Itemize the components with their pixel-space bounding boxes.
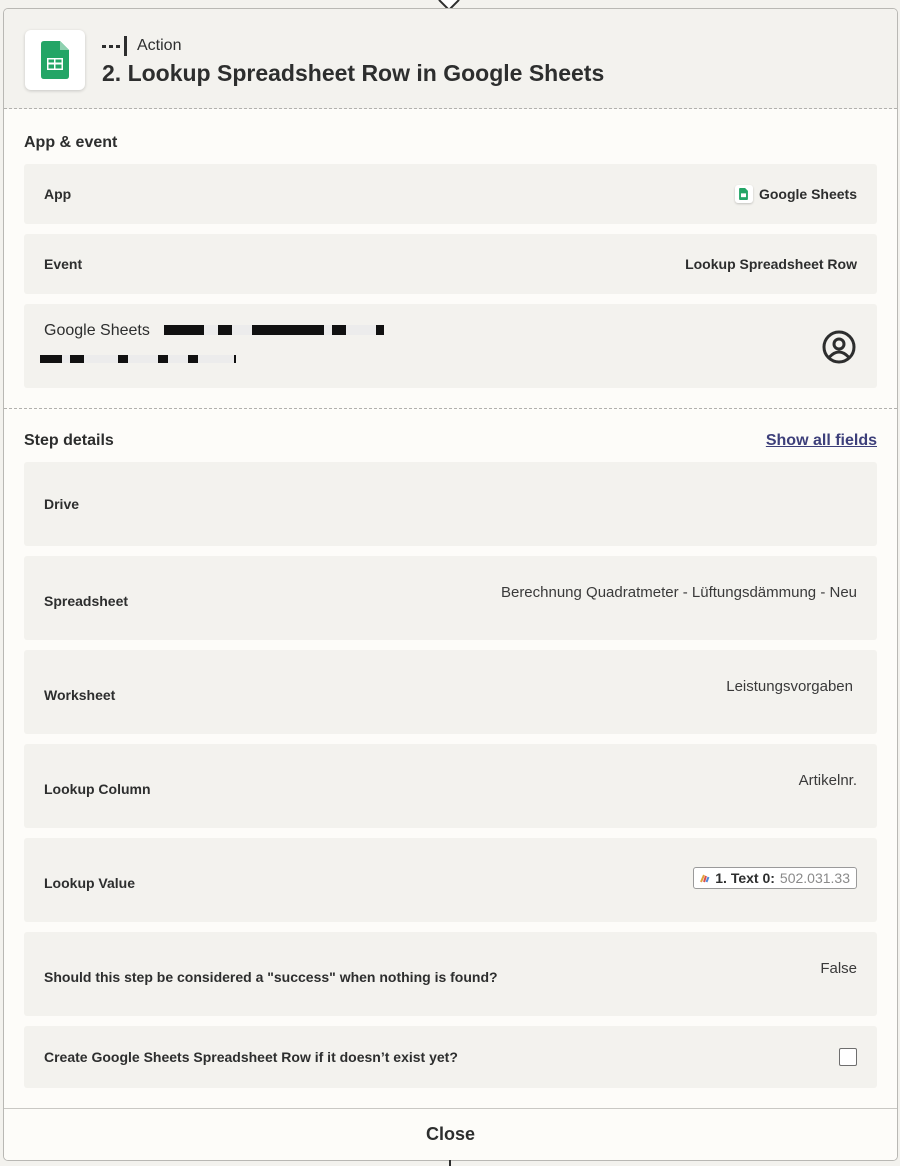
field-label: Lookup Value: [44, 875, 136, 891]
step-kind-label: Action: [137, 37, 182, 54]
step-details-section: [4, 409, 897, 1088]
mapped-field-pill[interactable]: [693, 867, 857, 889]
account-label: Google Sheets: [44, 322, 150, 339]
app-event-title: App & event: [24, 134, 118, 151]
action-step-icon: [102, 36, 127, 56]
field-drive[interactable]: [24, 462, 877, 546]
google-sheets-app-tile: [25, 30, 85, 90]
event-value: Lookup Spreadsheet Row: [685, 256, 857, 272]
field-create-row[interactable]: [24, 1026, 877, 1088]
pill-key: 1. Text 0:: [715, 870, 775, 886]
step-title: 2. Lookup Spreadsheet Row in Google Sheets: [102, 60, 605, 86]
field-label: Drive: [44, 496, 80, 512]
field-label: Spreadsheet: [44, 593, 129, 609]
field-label: Lookup Column: [44, 781, 151, 797]
account-redacted: [164, 322, 384, 340]
pill-value: 502.031.33: [779, 870, 850, 886]
app-value: [735, 185, 857, 203]
field-success-when-not-found[interactable]: [24, 932, 877, 1016]
show-all-fields-link[interactable]: Show all fields: [765, 432, 877, 449]
event-label: Event: [44, 256, 83, 272]
step-kind: [102, 36, 181, 56]
connector-line: [449, 1160, 451, 1166]
field-label: Should this step be considered a "success" when nothing is found?: [44, 969, 498, 985]
close-button[interactable]: Close: [425, 1124, 476, 1144]
field-lookup-value[interactable]: [24, 838, 877, 922]
app-label: App: [44, 186, 72, 202]
field-value: Leistungsvorgaben: [726, 677, 853, 695]
field-label: Create Google Sheets Spreadsheet Row if it doesn’t exist yet?: [44, 1049, 458, 1065]
app-event-section: [4, 109, 897, 388]
field-value: False: [820, 959, 857, 977]
create-row-checkbox[interactable]: [839, 1048, 857, 1066]
account-email-redacted: [40, 350, 444, 368]
step-details-title: Step details: [24, 432, 114, 449]
app-value-text: Google Sheets: [758, 186, 857, 202]
field-value: Berechnung Quadratmeter - Lüftungsdämmung - Neu: [500, 583, 857, 601]
google-sheets-icon: [41, 41, 69, 79]
event-row[interactable]: [24, 234, 877, 294]
account-avatar-icon[interactable]: [821, 329, 857, 370]
field-value: Artikelnr.: [798, 771, 857, 789]
account-row[interactable]: [24, 304, 877, 388]
field-spreadsheet[interactable]: [24, 556, 877, 640]
google-sheets-icon: [735, 185, 753, 203]
step-card: [3, 8, 898, 1161]
app-row[interactable]: [24, 164, 877, 224]
formatter-app-icon: [700, 873, 710, 883]
field-worksheet[interactable]: [24, 650, 877, 734]
field-lookup-column[interactable]: [24, 744, 877, 828]
field-label: Worksheet: [44, 687, 116, 703]
modal-footer: [4, 1108, 897, 1160]
step-header: [4, 9, 897, 109]
